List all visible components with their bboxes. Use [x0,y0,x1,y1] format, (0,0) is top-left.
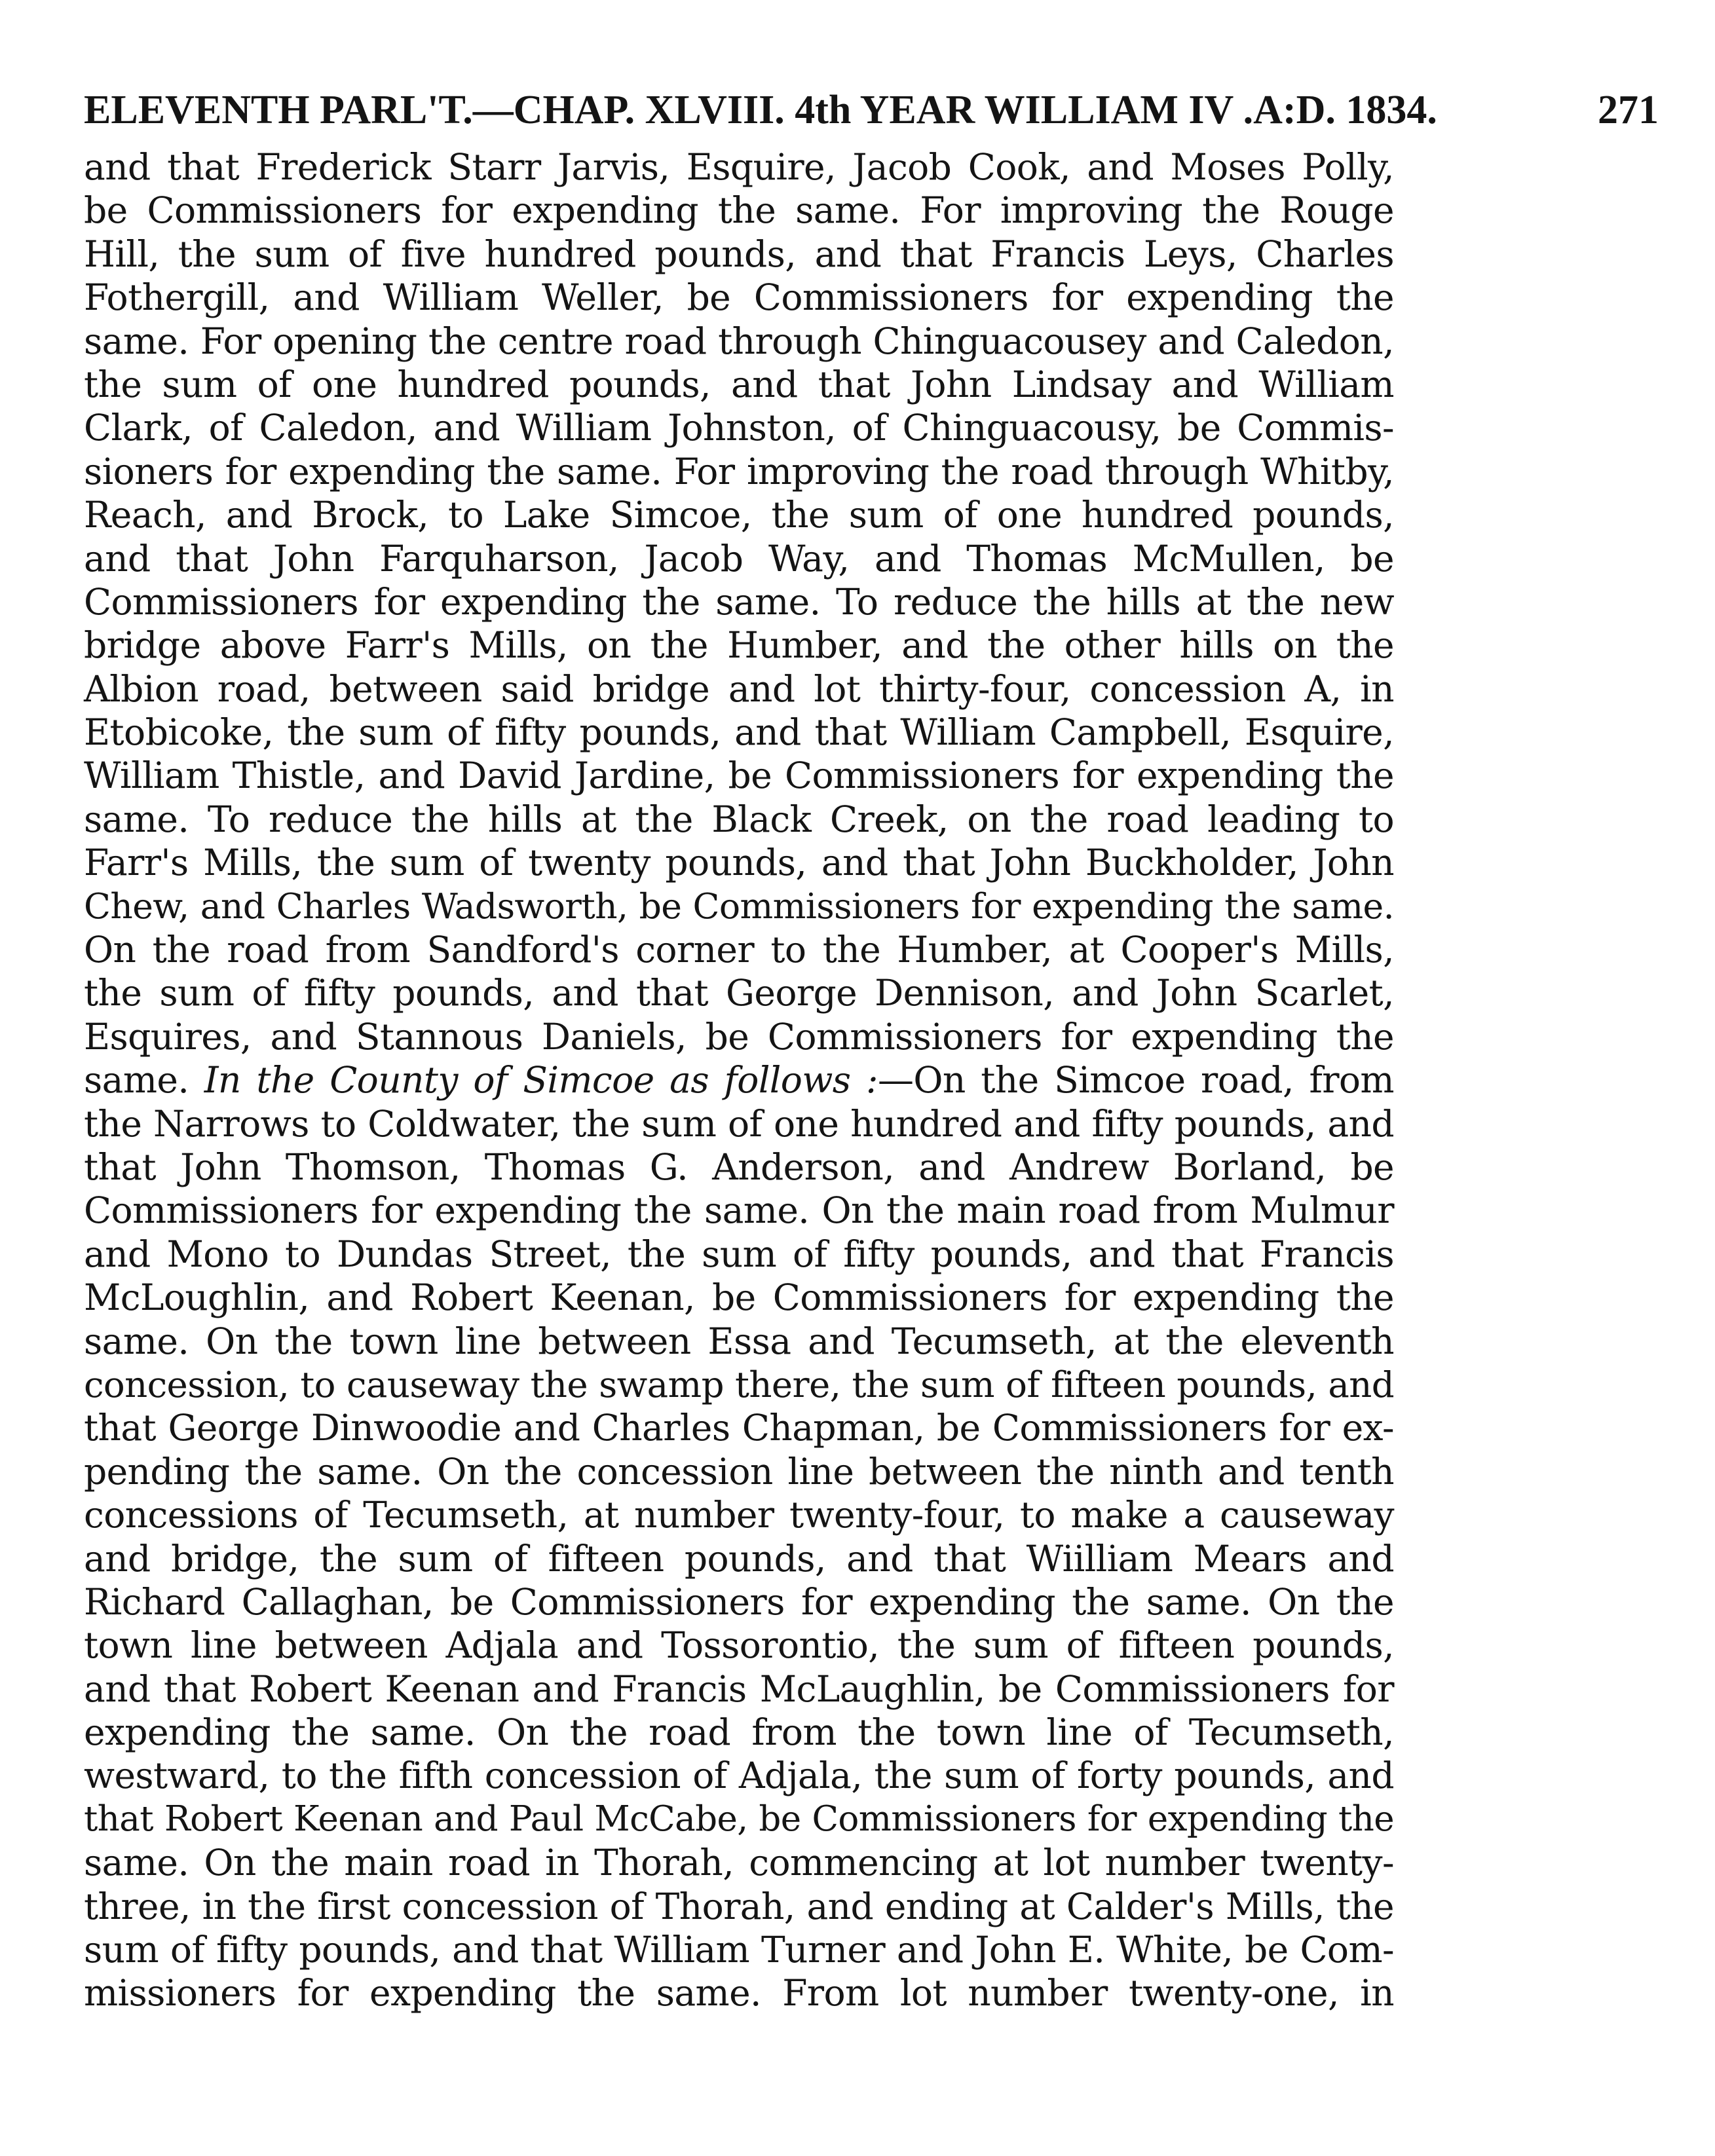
text-line: and that Robert Keenan and Francis McLaughlin, be Commissioners for [84,1667,1394,1710]
text-line: same. For opening the centre road through Chinguacousey and Caledon, [84,320,1394,362]
text-run: same. [84,1059,189,1102]
text-line: westward, to the fifth concession of Adjala, the sum of forty pounds, and [84,1755,1394,1797]
text-line: Richard Callaghan, be Commissioners for expending the same. On the [84,1580,1394,1623]
text-line: William Thistle, and David Jardine, be Commissioners for expending the [84,754,1394,797]
text-line: bridge above Farr's Mills, on the Humber, and the other hills on the [84,624,1394,667]
text-line: sum of fifty pounds, and that William Turner and John E. White, be Com- [84,1929,1394,1971]
text-line: that John Thomson, Thomas G. Anderson, and Andrew Borland, be [84,1145,1394,1188]
text-line: and bridge, the sum of fifteen pounds, and that Wiilliam Mears and [84,1537,1394,1580]
text-line: same. To reduce the hills at the Black Creek, on the road leading to [84,798,1394,840]
text-line: Etobicoke, the sum of fifty pounds, and that William Campbell, Esquire, [84,711,1394,754]
text-line: expending the same. On the road from the town line of Tecumseth, [84,1711,1394,1754]
text-line-mixed [84,1058,1394,1102]
text-line: Clark, of Caledon, and William Johnston, of Chinguacousy, be Commis- [84,407,1394,449]
text-line: Esquires, and Stannous Daniels, be Commissioners for expending the [84,1015,1394,1058]
text-line: Reach, and Brock, to Lake Simcoe, the sum of one hundred pounds, [84,494,1394,536]
text-line: the sum of fifty pounds, and that George Dennison, and John Scarlet, [84,972,1394,1014]
text-line: the sum of one hundred pounds, and that John Lindsay and William [84,363,1394,405]
text-line: Commissioners for expending the same. On the main road from Mulmur [84,1189,1394,1232]
text-line: missioners for expending the same. From lot number twenty-one, in [84,1972,1394,2015]
text-line: concessions of Tecumseth, at number twenty-four, to make a causeway [84,1494,1394,1536]
text-line: and that John Farquharson, Jacob Way, and Thomas McMullen, be [84,537,1394,580]
text-line: Albion road, between said bridge and lot thirty-four, concession A, in [84,667,1394,710]
text-line: be Commissioners for expending the same. For improving the Rouge [84,189,1394,232]
text-line: three, in the first concession of Thorah, and ending at Calder's Mills, the [84,1885,1394,1927]
text-line: and Mono to Dundas Street, the sum of fifty pounds, and that Francis [84,1233,1394,1275]
text-line: town line between Adjala and Tossorontio, the sum of fifteen pounds, [84,1624,1394,1667]
text-line: concession, to causeway the swamp there, the sum of fifteen pounds, and [84,1363,1394,1405]
text-line: pending the same. On the concession line between the ninth and tenth [84,1450,1394,1493]
text-line: same. On the town line between Essa and Tecumseth, at the eleventh [84,1320,1394,1362]
page-number: 271 [1598,88,1659,132]
text-line: Fothergill, and William Weller, be Commissioners for expending the [84,276,1394,319]
text-line: Commissioners for expending the same. To reduce the hills at the new [84,580,1394,623]
text-run: —On the Simcoe road, from [877,1059,1394,1102]
text-line: McLoughlin, and Robert Keenan, be Commissioners for expending the [84,1276,1394,1319]
text-line: Chew, and Charles Wadsworth, be Commissioners for expending the same. [84,885,1394,927]
text-line: Hill, the sum of five hundred pounds, and that Francis Leys, Charles [84,232,1394,275]
text-line: and that Frederick Starr Jarvis, Esquire, Jacob Cook, and Moses Polly, [84,146,1394,188]
text-line: that Robert Keenan and Paul McCabe, be Commissioners for expending the [84,1798,1394,1839]
text-line: On the road from Sandford's corner to the Humber, at Cooper's Mills, [84,929,1394,971]
text-line: Farr's Mills, the sum of twenty pounds, and that John Buckholder, John [84,842,1394,884]
text-line: that George Dinwoodie and Charles Chapman, be Commissioners for ex- [84,1407,1394,1449]
italic-heading: In the County of Simcoe as follows : [204,1059,878,1102]
text-line: sioners for expending the same. For improving the road through Whitby, [84,450,1394,493]
text-line: the Narrows to Coldwater, the sum of one hundred and fifty pounds, and [84,1102,1394,1145]
body-text [84,145,1394,2015]
text-line: same. On the main road in Thorah, commencing at lot number twenty- [84,1842,1394,1884]
running-head: ELEVENTH PARL'T.—CHAP. XLVIII. 4th YEAR WILLIAM IV .A:D. 1834. [84,88,1437,132]
